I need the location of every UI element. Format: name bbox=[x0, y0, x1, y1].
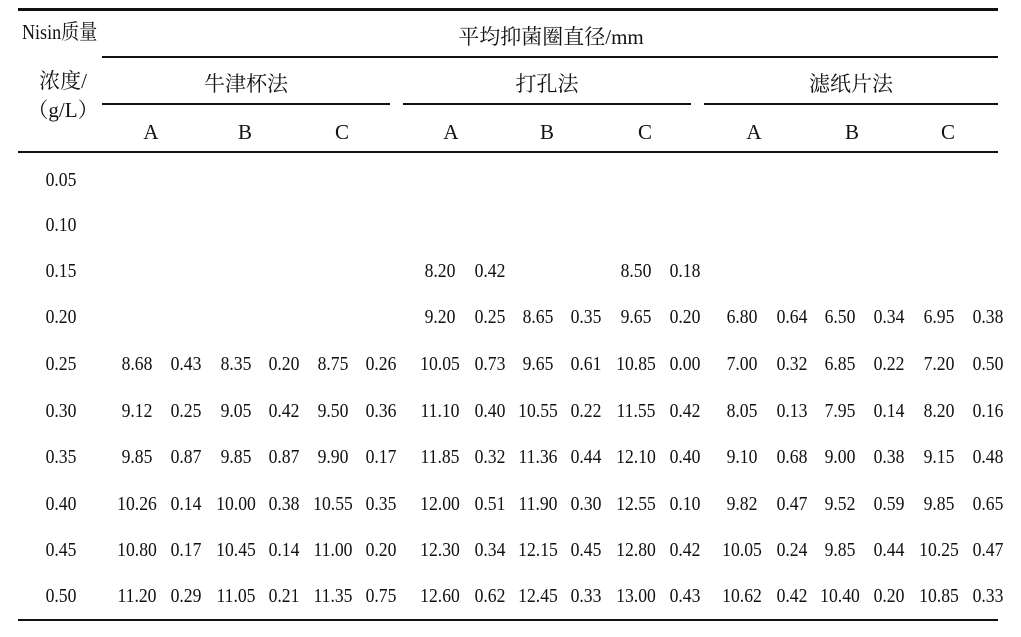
mean-value-cell: 7.00 bbox=[726, 353, 758, 375]
concentration-cell: 0.15 bbox=[45, 260, 77, 282]
mean-value-cell: 9.85 bbox=[824, 539, 856, 561]
sd-value-cell: 0.14 bbox=[170, 493, 202, 515]
sd-value-cell: 0.20 bbox=[268, 353, 300, 375]
sd-value-cell: 0.51 bbox=[474, 493, 506, 515]
subcol-rule-3 bbox=[704, 103, 998, 105]
mean-value-cell: 12.30 bbox=[420, 539, 460, 561]
top-rule bbox=[18, 8, 998, 11]
sd-value-cell: 0.22 bbox=[873, 353, 905, 375]
sd-value-cell: 0.21 bbox=[268, 585, 300, 607]
mean-value-cell: 10.05 bbox=[420, 353, 460, 375]
mean-value-cell: 12.15 bbox=[518, 539, 558, 561]
concentration-cell: 0.25 bbox=[45, 353, 77, 375]
sd-value-cell: 0.32 bbox=[776, 353, 808, 375]
sd-value-cell: 0.25 bbox=[170, 400, 202, 422]
sd-value-cell: 0.36 bbox=[365, 400, 397, 422]
sd-value-cell: 0.75 bbox=[365, 585, 397, 607]
sd-value-cell: 0.50 bbox=[972, 353, 1004, 375]
mean-value-cell: 12.10 bbox=[616, 446, 656, 468]
mean-value-cell: 9.85 bbox=[923, 493, 955, 515]
sd-value-cell: 0.22 bbox=[570, 400, 602, 422]
mean-value-cell: 12.45 bbox=[518, 585, 558, 607]
sd-value-cell: 0.42 bbox=[268, 400, 300, 422]
sd-value-cell: 0.29 bbox=[170, 585, 202, 607]
mean-value-cell: 10.05 bbox=[722, 539, 762, 561]
subcolumn-header: A bbox=[443, 120, 459, 144]
mean-value-cell: 8.65 bbox=[522, 306, 554, 328]
subcolumn-header: B bbox=[844, 120, 860, 144]
mean-value-cell: 12.60 bbox=[420, 585, 460, 607]
sd-value-cell: 0.00 bbox=[669, 353, 701, 375]
mean-value-cell: 9.12 bbox=[121, 400, 153, 422]
subcolumn-header: B bbox=[539, 120, 555, 144]
data-table bbox=[18, 0, 1004, 637]
mean-value-cell: 6.85 bbox=[824, 353, 856, 375]
mean-value-cell: 8.75 bbox=[317, 353, 349, 375]
mean-value-cell: 9.85 bbox=[121, 446, 153, 468]
concentration-cell: 0.20 bbox=[45, 306, 77, 328]
sd-value-cell: 0.44 bbox=[873, 539, 905, 561]
mean-value-cell: 12.80 bbox=[616, 539, 656, 561]
sd-value-cell: 0.38 bbox=[268, 493, 300, 515]
sd-value-cell: 0.33 bbox=[972, 585, 1004, 607]
subcolumn-header: C bbox=[334, 120, 350, 144]
sd-value-cell: 0.40 bbox=[474, 400, 506, 422]
sd-value-cell: 0.48 bbox=[972, 446, 1004, 468]
sd-value-cell: 0.17 bbox=[365, 446, 397, 468]
conc-header-line3: （g/L） bbox=[27, 98, 99, 122]
mean-value-cell: 11.20 bbox=[117, 585, 157, 607]
sd-value-cell: 0.73 bbox=[474, 353, 506, 375]
sd-value-cell: 0.35 bbox=[365, 493, 397, 515]
mean-value-cell: 10.85 bbox=[616, 353, 656, 375]
sd-value-cell: 0.61 bbox=[570, 353, 602, 375]
mean-value-cell: 9.82 bbox=[726, 493, 758, 515]
mean-value-cell: 11.90 bbox=[518, 493, 558, 515]
concentration-cell: 0.40 bbox=[45, 493, 77, 515]
sd-value-cell: 0.68 bbox=[776, 446, 808, 468]
mean-value-cell: 10.25 bbox=[919, 539, 959, 561]
sd-value-cell: 0.14 bbox=[268, 539, 300, 561]
sd-value-cell: 0.59 bbox=[873, 493, 905, 515]
method-header-filter-paper: 滤纸片法 bbox=[809, 72, 893, 96]
mean-value-cell: 7.95 bbox=[824, 400, 856, 422]
sd-value-cell: 0.30 bbox=[570, 493, 602, 515]
sd-value-cell: 0.62 bbox=[474, 585, 506, 607]
subcolumn-header: C bbox=[940, 120, 956, 144]
sd-value-cell: 0.45 bbox=[570, 539, 602, 561]
method-rule bbox=[102, 56, 998, 58]
subcolumn-header: A bbox=[143, 120, 159, 144]
mean-value-cell: 6.80 bbox=[726, 306, 758, 328]
sd-value-cell: 0.20 bbox=[365, 539, 397, 561]
mean-value-cell: 11.05 bbox=[216, 585, 256, 607]
concentration-cell: 0.30 bbox=[45, 400, 77, 422]
mean-value-cell: 10.26 bbox=[117, 493, 157, 515]
concentration-cell: 0.10 bbox=[45, 214, 77, 236]
concentration-cell: 0.35 bbox=[45, 446, 77, 468]
mean-value-cell: 8.35 bbox=[220, 353, 252, 375]
sd-value-cell: 0.16 bbox=[972, 400, 1004, 422]
sd-value-cell: 0.10 bbox=[669, 493, 701, 515]
sd-value-cell: 0.47 bbox=[776, 493, 808, 515]
mean-value-cell: 13.00 bbox=[616, 585, 656, 607]
sd-value-cell: 0.17 bbox=[170, 539, 202, 561]
mean-value-cell: 10.40 bbox=[820, 585, 860, 607]
mean-value-cell: 9.90 bbox=[317, 446, 349, 468]
mean-value-cell: 11.55 bbox=[616, 400, 656, 422]
sd-value-cell: 0.40 bbox=[669, 446, 701, 468]
subcolumn-header: B bbox=[237, 120, 253, 144]
mean-value-cell: 10.80 bbox=[117, 539, 157, 561]
subcol-rule-2 bbox=[403, 103, 691, 105]
sd-value-cell: 0.33 bbox=[570, 585, 602, 607]
mean-value-cell: 9.05 bbox=[220, 400, 252, 422]
subcol-rule-1 bbox=[102, 103, 390, 105]
method-header-hole-punch: 打孔法 bbox=[515, 72, 579, 96]
header-bottom-rule bbox=[18, 151, 998, 153]
sd-value-cell: 0.38 bbox=[873, 446, 905, 468]
mean-value-cell: 9.00 bbox=[824, 446, 856, 468]
conc-header-line2: 浓度/ bbox=[39, 69, 87, 93]
sd-value-cell: 0.65 bbox=[972, 493, 1004, 515]
mean-value-cell: 9.15 bbox=[923, 446, 955, 468]
mean-value-cell: 11.35 bbox=[313, 585, 353, 607]
sd-value-cell: 0.64 bbox=[776, 306, 808, 328]
sd-value-cell: 0.87 bbox=[268, 446, 300, 468]
sd-value-cell: 0.32 bbox=[474, 446, 506, 468]
concentration-cell: 0.50 bbox=[45, 585, 77, 607]
bottom-rule bbox=[18, 619, 998, 621]
mean-value-cell: 10.55 bbox=[518, 400, 558, 422]
mean-value-cell: 8.20 bbox=[923, 400, 955, 422]
sd-value-cell: 0.34 bbox=[474, 539, 506, 561]
mean-value-cell: 6.95 bbox=[923, 306, 955, 328]
mean-value-cell: 10.55 bbox=[313, 493, 353, 515]
sd-value-cell: 0.34 bbox=[873, 306, 905, 328]
subcolumn-header: C bbox=[637, 120, 653, 144]
sd-value-cell: 0.42 bbox=[776, 585, 808, 607]
mean-value-cell: 10.00 bbox=[216, 493, 256, 515]
mean-value-cell: 9.20 bbox=[424, 306, 456, 328]
mean-value-cell: 6.50 bbox=[824, 306, 856, 328]
mean-value-cell: 10.62 bbox=[722, 585, 762, 607]
mean-value-cell: 11.10 bbox=[420, 400, 460, 422]
sd-value-cell: 0.26 bbox=[365, 353, 397, 375]
sd-value-cell: 0.25 bbox=[474, 306, 506, 328]
mean-value-cell: 10.85 bbox=[919, 585, 959, 607]
mean-value-cell: 8.68 bbox=[121, 353, 153, 375]
mean-value-cell: 9.65 bbox=[620, 306, 652, 328]
concentration-cell: 0.05 bbox=[45, 169, 77, 191]
sd-value-cell: 0.20 bbox=[669, 306, 701, 328]
mean-value-cell: 8.05 bbox=[726, 400, 758, 422]
sd-value-cell: 0.38 bbox=[972, 306, 1004, 328]
method-header-oxford-cup: 牛津杯法 bbox=[204, 72, 288, 96]
sd-value-cell: 0.14 bbox=[873, 400, 905, 422]
concentration-cell: 0.45 bbox=[45, 539, 77, 561]
mean-value-cell: 7.20 bbox=[923, 353, 955, 375]
table-top-header: 平均抑菌圈直径/mm bbox=[458, 25, 644, 49]
mean-value-cell: 8.50 bbox=[620, 260, 652, 282]
sd-value-cell: 0.13 bbox=[776, 400, 808, 422]
mean-value-cell: 9.50 bbox=[317, 400, 349, 422]
mean-value-cell: 11.00 bbox=[313, 539, 353, 561]
sd-value-cell: 0.42 bbox=[669, 400, 701, 422]
sd-value-cell: 0.43 bbox=[170, 353, 202, 375]
mean-value-cell: 10.45 bbox=[216, 539, 256, 561]
mean-value-cell: 8.20 bbox=[424, 260, 456, 282]
subcolumn-header: A bbox=[746, 120, 762, 144]
mean-value-cell: 9.52 bbox=[824, 493, 856, 515]
mean-value-cell: 12.55 bbox=[616, 493, 656, 515]
sd-value-cell: 0.87 bbox=[170, 446, 202, 468]
sd-value-cell: 0.24 bbox=[776, 539, 808, 561]
mean-value-cell: 9.10 bbox=[726, 446, 758, 468]
mean-value-cell: 11.36 bbox=[518, 446, 558, 468]
sd-value-cell: 0.20 bbox=[873, 585, 905, 607]
sd-value-cell: 0.42 bbox=[669, 539, 701, 561]
conc-header-line1: Nisin质量 bbox=[22, 20, 98, 44]
sd-value-cell: 0.47 bbox=[972, 539, 1004, 561]
mean-value-cell: 12.00 bbox=[420, 493, 460, 515]
mean-value-cell: 9.65 bbox=[522, 353, 554, 375]
sd-value-cell: 0.43 bbox=[669, 585, 701, 607]
mean-value-cell: 11.85 bbox=[420, 446, 460, 468]
sd-value-cell: 0.35 bbox=[570, 306, 602, 328]
mean-value-cell: 9.85 bbox=[220, 446, 252, 468]
sd-value-cell: 0.44 bbox=[570, 446, 602, 468]
sd-value-cell: 0.42 bbox=[474, 260, 506, 282]
sd-value-cell: 0.18 bbox=[669, 260, 701, 282]
